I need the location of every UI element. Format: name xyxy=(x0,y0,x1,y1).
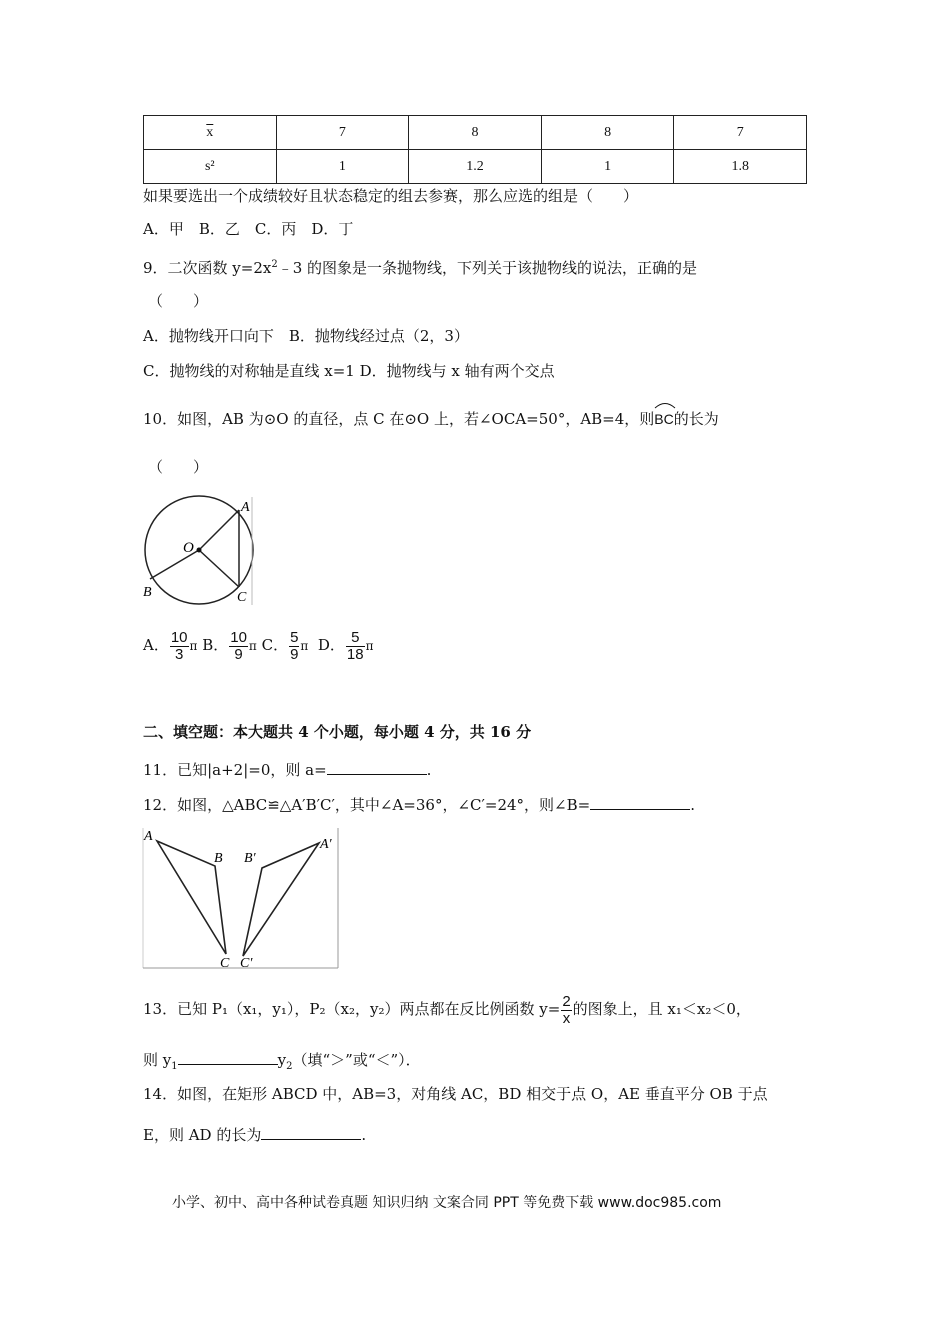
frac-num: 10 xyxy=(170,628,188,646)
label-o: O xyxy=(183,540,194,556)
q10-option-a: A． xyxy=(143,636,169,654)
table-cell: 8 xyxy=(541,116,674,150)
q10-options xyxy=(143,627,373,664)
section-heading: 二、填空题：本大题共 4 个小题，每小题 4 分，共 16 分 xyxy=(143,723,532,741)
label-c: C xyxy=(237,590,247,605)
table-cell: 7 xyxy=(276,116,409,150)
segment-oc xyxy=(199,550,239,587)
pi-symbol: π xyxy=(365,639,374,653)
q13-text: 13．已知 P₁（x₁，y₁），P₂（x₂，y₂）两点都在反比例函数 y= xyxy=(143,1000,561,1018)
center-point xyxy=(197,548,202,553)
q13-frac xyxy=(561,994,571,1027)
q9-options-ab: A．抛物线开口向下 B．抛物线经过点（2，3） xyxy=(143,327,469,345)
q12-end: . xyxy=(690,796,695,814)
q9-question xyxy=(143,255,697,278)
q12-text: 12．如图，△ABC≌△A′B′C′，其中∠A=36°，∠C′=24°，则∠B= xyxy=(143,796,591,814)
table-cell: 1 xyxy=(541,150,674,184)
pi-symbol: π xyxy=(248,639,257,653)
q10-paren: （ ） xyxy=(148,458,209,476)
frac-den: 18 xyxy=(346,645,364,663)
q10-option-c: C． xyxy=(261,636,289,654)
label-a-prime: A′ xyxy=(320,837,332,852)
frac-num: 10 xyxy=(230,628,247,646)
label-a: A xyxy=(144,829,153,844)
frac-den: 3 xyxy=(175,645,184,663)
q11-end: . xyxy=(426,761,432,779)
q13-suffix: 的图象上，且 x₁＜x₂＜0， xyxy=(572,1000,751,1018)
table-row-label: s² xyxy=(144,150,277,184)
q8-options: A．甲 B．乙 C．丙 D．丁 xyxy=(143,220,354,238)
frac-den: 9 xyxy=(234,645,243,663)
q9-exponent: 2 xyxy=(271,259,278,270)
q10-arc xyxy=(654,409,673,429)
q14-line2 xyxy=(143,1123,366,1145)
q10-text: 10．如图，AB 为⊙O 的直径，点 C 在⊙O 上，若∠OCA=50°，AB=4，则 xyxy=(143,410,655,428)
arc-mark-icon xyxy=(654,401,676,409)
q13-line2 xyxy=(143,1048,421,1077)
q11-text: 11．已知|a+2|=0，则 a= xyxy=(143,761,327,779)
subscript: 1 xyxy=(171,1061,178,1072)
q10-frac-b xyxy=(229,630,248,663)
q10-frac-d xyxy=(346,630,365,663)
q12-question xyxy=(143,793,695,815)
answer-blank[interactable] xyxy=(327,758,427,775)
table-cell: 8 xyxy=(409,116,542,150)
answer-blank[interactable] xyxy=(178,1048,278,1065)
label-b-prime: B′ xyxy=(244,851,256,866)
q8-question: 如果要选出一个成绩较好且状态稳定的组去参赛，那么应选的组是（ ） xyxy=(143,187,639,205)
label-b: B xyxy=(143,585,152,600)
q10-question xyxy=(143,409,719,429)
q10-arc-label: BC xyxy=(654,411,674,427)
q10-frac-c xyxy=(289,630,299,663)
frac-num: 2 xyxy=(562,992,571,1010)
q11-question xyxy=(143,758,431,780)
frac-num: 5 xyxy=(346,630,365,647)
segment-oa xyxy=(199,510,239,550)
q14-end: . xyxy=(361,1126,367,1144)
q10-option-b: B． xyxy=(202,636,229,654)
q14-line1: 14．如图，在矩形 ABCD 中，AB=3，对角线 AC，BD 相交于点 O，AE 垂直平分 OB 于点 xyxy=(143,1085,768,1103)
circle-figure xyxy=(140,495,260,607)
q13-question xyxy=(143,991,751,1027)
q10-suffix: 的长为 xyxy=(673,410,719,428)
q9-suffix: ﹣3 的图象是一条抛物线，下列关于该抛物线的说法，正确的是 xyxy=(277,259,698,277)
table-cell: 1.8 xyxy=(674,150,807,184)
label-c-prime: C′ xyxy=(240,956,253,970)
table-row xyxy=(144,116,807,150)
subscript: 2 xyxy=(286,1061,293,1072)
stats-table xyxy=(143,115,807,184)
frac-num: 5 xyxy=(290,628,299,646)
q13-line2-mid: y xyxy=(277,1051,287,1069)
table-row-label: $\overline{x}$ xyxy=(144,116,277,150)
answer-blank[interactable] xyxy=(590,793,690,810)
table-cell: 7 xyxy=(674,116,807,150)
table-cell: 1.2 xyxy=(409,150,542,184)
q9-prefix: 9．二次函数 y=2x xyxy=(143,259,272,277)
pi-symbol: π xyxy=(189,639,198,653)
table-row xyxy=(144,150,807,184)
page-footer: 小学、初中、高中各种试卷真题 知识归纳 文案合同 PPT 等免费下载 www.doc985.com xyxy=(172,1195,722,1211)
table-cell: 1 xyxy=(276,150,409,184)
q9-paren: （ ） xyxy=(148,292,209,310)
label-b: B xyxy=(214,851,223,866)
label-c: C xyxy=(220,956,230,970)
answer-blank[interactable] xyxy=(261,1123,361,1140)
pi-symbol: π xyxy=(300,639,309,653)
frac-den: 9 xyxy=(290,645,299,663)
q10-option-d: D． xyxy=(317,636,345,654)
q14-text: E，则 AD 的长为 xyxy=(143,1126,262,1144)
triangles-figure xyxy=(142,826,340,970)
label-a: A xyxy=(241,500,250,515)
frac-den: x xyxy=(562,1009,571,1027)
q9-options-cd: C．抛物线的对称轴是直线 x=1 D．抛物线与 x 轴有两个交点 xyxy=(143,362,555,380)
q10-frac-a xyxy=(170,630,189,663)
q13-line2-prefix: 则 y xyxy=(143,1051,172,1069)
q13-line2-suffix: （填“＞”或“＜”）． xyxy=(292,1051,421,1069)
